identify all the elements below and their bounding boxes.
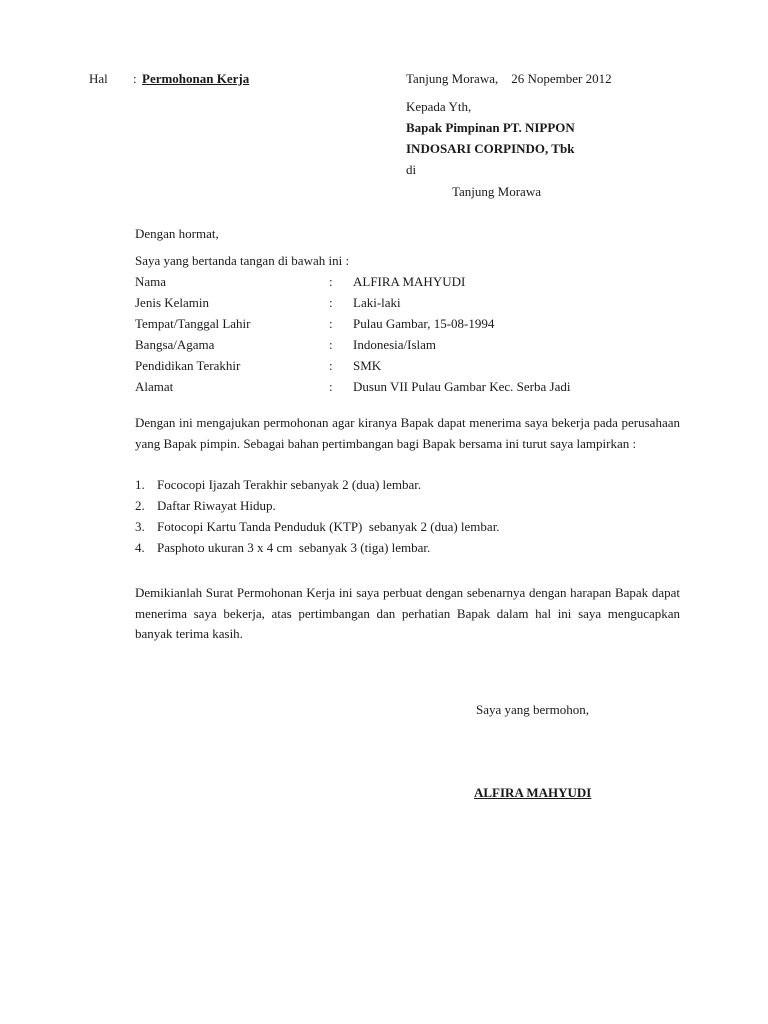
identity-label: Tempat/Tanggal Lahir <box>135 316 251 331</box>
list-item <box>135 477 421 493</box>
closing-paragraph: Demikianlah Surat Permohonan Kerja ini saya perbuat dengan sebenarnya dengan harapan Bapak dapat menerima saya bekerja, atas pertimbangan dan perhatian Bapak dalam hal ini saya mengucapkan banyak terima kasih. <box>135 585 680 641</box>
recipient-greeting: Kepada Yth, <box>406 99 472 114</box>
list-item <box>135 540 430 556</box>
identity-label: Bangsa/Agama <box>135 337 215 352</box>
list-item <box>135 519 500 535</box>
identity-value: Pulau Gambar, 15-08-1994 <box>353 316 495 331</box>
identity-value: SMK <box>353 358 382 373</box>
recipient-line-1: Bapak Pimpinan PT. NIPPON <box>406 120 575 135</box>
identity-row <box>135 316 695 336</box>
hal-colon: : <box>133 71 137 86</box>
list-item-text: Fococopi Ijazah Terakhir sebanyak 2 (dua) lembar. <box>157 477 422 492</box>
identity-label: Pendidikan Terakhir <box>135 358 241 373</box>
identity-row <box>135 337 695 357</box>
list-item-number: 2. <box>135 498 145 513</box>
list-item-number: 1. <box>135 477 145 492</box>
recipient-line-2: INDOSARI CORPINDO, Tbk <box>406 141 575 156</box>
identity-colon: : <box>329 379 333 394</box>
identity-colon: : <box>329 337 333 352</box>
identity-value: Dusun VII Pulau Gambar Kec. Serba Jadi <box>353 379 571 394</box>
hal-label: Hal <box>89 71 108 86</box>
body-paragraph: Dengan ini mengajukan permohonan agar kiranya Bapak dapat menerima saya bekerja pada perusahaan yang Bapak pimpin. Sebagai bahan pertimbangan bagi Bapak bersama ini turut saya lampirkan : <box>135 415 680 451</box>
identity-colon: : <box>329 295 333 310</box>
identity-colon: : <box>329 358 333 373</box>
identity-row <box>135 274 695 294</box>
identity-label: Alamat <box>135 379 174 394</box>
intro-line: Saya yang bertanda tangan di bawah ini : <box>135 253 350 268</box>
identity-colon: : <box>329 274 333 289</box>
list-item-number: 3. <box>135 519 145 534</box>
letter-subject: Permohonan Kerja <box>142 71 250 86</box>
opening-salutation: Dengan hormat, <box>135 226 219 241</box>
identity-row <box>135 379 695 399</box>
signature-salutation: Saya yang bermohon, <box>476 702 590 717</box>
identity-row <box>135 358 695 378</box>
list-item-number: 4. <box>135 540 145 555</box>
identity-value: ALFIRA MAHYUDI <box>353 274 466 289</box>
recipient-city: Tanjung Morawa <box>452 184 541 199</box>
place-date: Tanjung Morawa, 26 Nopember 2012 <box>406 71 612 86</box>
identity-row <box>135 295 695 315</box>
recipient-di: di <box>406 162 417 177</box>
list-item-text: Fotocopi Kartu Tanda Penduduk (KTP) sebanyak 2 (dua) lembar. <box>157 519 500 534</box>
identity-label: Jenis Kelamin <box>135 295 210 310</box>
identity-label: Nama <box>135 274 167 289</box>
list-item <box>135 498 276 514</box>
identity-value: Indonesia/Islam <box>353 337 437 352</box>
list-item-text: Daftar Riwayat Hidup. <box>157 498 276 513</box>
list-item-text: Pasphoto ukuran 3 x 4 cm sebanyak 3 (tiga) lembar. <box>157 540 431 555</box>
identity-colon: : <box>329 316 333 331</box>
signature-name: ALFIRA MAHYUDI <box>474 785 592 800</box>
identity-value: Laki-laki <box>353 295 401 310</box>
